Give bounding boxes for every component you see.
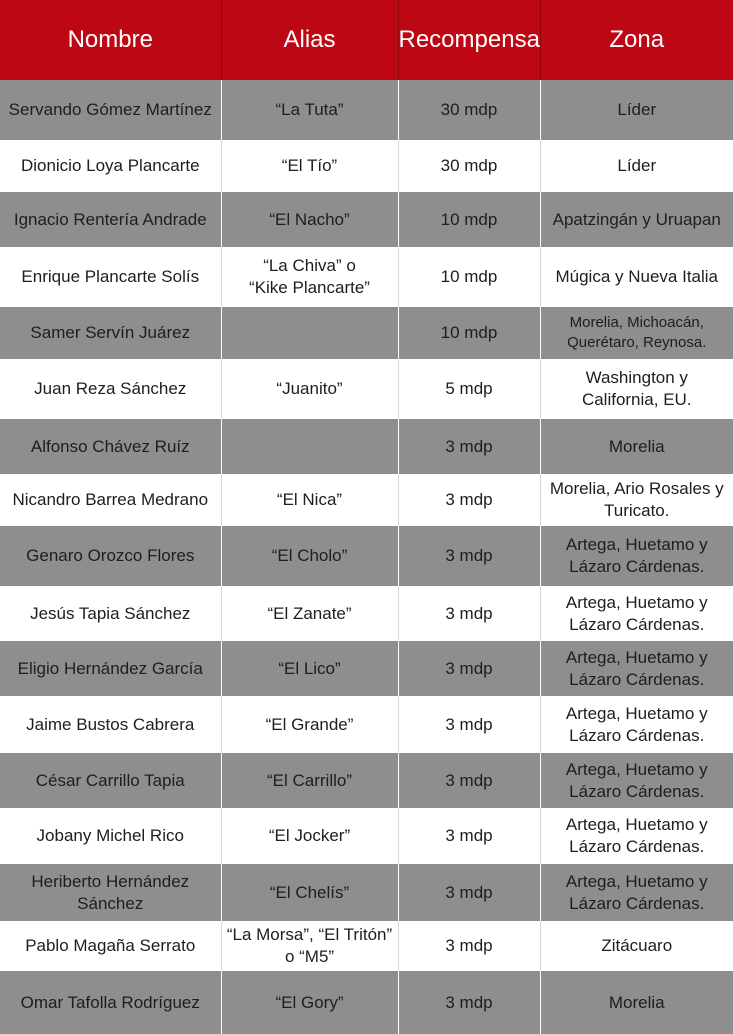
- cell-recompensa: 10 mdp: [398, 247, 540, 307]
- table-row: [0, 696, 733, 753]
- cell-nombre: Juan Reza Sánchez: [0, 359, 221, 419]
- cell-nombre: Samer Servín Juárez: [0, 307, 221, 359]
- cell-alias: “El Cholo”: [221, 526, 398, 586]
- cell-nombre: Enrique Plancarte Solís: [0, 247, 221, 307]
- cell-recompensa: 3 mdp: [398, 808, 540, 864]
- cell-alias: “El Carrillo”: [221, 753, 398, 808]
- table-body: [0, 80, 733, 1034]
- cell-zona: Zitácuaro: [540, 921, 733, 971]
- cell-zona: Artega, Huetamo y Lázaro Cárdenas.: [540, 864, 733, 921]
- cell-nombre: Dionicio Loya Plancarte: [0, 140, 221, 192]
- cell-recompensa: 3 mdp: [398, 696, 540, 753]
- cell-alias: “El Nacho”: [221, 192, 398, 247]
- cell-alias: [221, 419, 398, 474]
- table-row: [0, 80, 733, 140]
- table-row: [0, 526, 733, 586]
- cell-recompensa: 3 mdp: [398, 419, 540, 474]
- cell-zona: Morelia: [540, 419, 733, 474]
- cell-recompensa: 3 mdp: [398, 753, 540, 808]
- cell-nombre: Alfonso Chávez Ruíz: [0, 419, 221, 474]
- cell-nombre: Jaime Bustos Cabrera: [0, 696, 221, 753]
- cell-alias: [221, 307, 398, 359]
- cell-nombre: Genaro Orozco Flores: [0, 526, 221, 586]
- header-recompensa: Recompensa: [398, 0, 540, 80]
- cell-zona: Líder: [540, 140, 733, 192]
- table-row: [0, 586, 733, 641]
- cell-nombre: Pablo Magaña Serrato: [0, 921, 221, 971]
- cell-recompensa: 3 mdp: [398, 971, 540, 1034]
- cell-zona: Artega, Huetamo y Lázaro Cárdenas.: [540, 753, 733, 808]
- cell-alias: “La Morsa”, “El Tritón” o “M5”: [221, 921, 398, 971]
- cell-alias: “El Lico”: [221, 641, 398, 696]
- cell-zona: Washington y California, EU.: [540, 359, 733, 419]
- cell-alias: “El Zanate”: [221, 586, 398, 641]
- cell-nombre: Jesús Tapia Sánchez: [0, 586, 221, 641]
- cell-alias: “El Gory”: [221, 971, 398, 1034]
- cell-recompensa: 3 mdp: [398, 921, 540, 971]
- cell-nombre: Eligio Hernández García: [0, 641, 221, 696]
- cell-alias: “El Chelís”: [221, 864, 398, 921]
- cell-zona: Morelia, Ario Rosales y Turicato.: [540, 474, 733, 526]
- header-row: [0, 0, 733, 80]
- cell-alias: “La Chiva” o “Kike Plancarte”: [221, 247, 398, 307]
- cell-recompensa: 5 mdp: [398, 359, 540, 419]
- cell-zona: Artega, Huetamo y Lázaro Cárdenas.: [540, 586, 733, 641]
- table-row: [0, 808, 733, 864]
- cell-alias: “El Grande”: [221, 696, 398, 753]
- cell-recompensa: 3 mdp: [398, 641, 540, 696]
- table-row: [0, 753, 733, 808]
- cell-nombre: César Carrillo Tapia: [0, 753, 221, 808]
- header-alias: Alias: [221, 0, 398, 80]
- cell-nombre: Nicandro Barrea Medrano: [0, 474, 221, 526]
- cell-zona: Morelia, Michoacán, Querétaro, Reynosa.: [540, 307, 733, 359]
- table-row: [0, 140, 733, 192]
- cell-recompensa: 10 mdp: [398, 192, 540, 247]
- cell-zona: Artega, Huetamo y Lázaro Cárdenas.: [540, 696, 733, 753]
- cell-nombre: Servando Gómez Martínez: [0, 80, 221, 140]
- cell-nombre: Heriberto Hernández Sánchez: [0, 864, 221, 921]
- table-row: [0, 307, 733, 359]
- table-row: [0, 474, 733, 526]
- cell-zona: Apatzingán y Uruapan: [540, 192, 733, 247]
- cell-zona: Artega, Huetamo y Lázaro Cárdenas.: [540, 641, 733, 696]
- table-header: [0, 0, 733, 80]
- cell-nombre: Omar Tafolla Rodríguez: [0, 971, 221, 1034]
- cell-recompensa: 10 mdp: [398, 307, 540, 359]
- table-row: [0, 359, 733, 419]
- cell-recompensa: 30 mdp: [398, 80, 540, 140]
- cell-zona: Morelia: [540, 971, 733, 1034]
- cell-zona: Artega, Huetamo y Lázaro Cárdenas.: [540, 808, 733, 864]
- cell-recompensa: 30 mdp: [398, 140, 540, 192]
- cell-recompensa: 3 mdp: [398, 474, 540, 526]
- cell-zona: Artega, Huetamo y Lázaro Cárdenas.: [540, 526, 733, 586]
- table-row: [0, 864, 733, 921]
- cell-alias: “El Nica”: [221, 474, 398, 526]
- table-row: [0, 247, 733, 307]
- table-row: [0, 419, 733, 474]
- cell-recompensa: 3 mdp: [398, 526, 540, 586]
- cell-nombre: Ignacio Rentería Andrade: [0, 192, 221, 247]
- cell-alias: “El Jocker”: [221, 808, 398, 864]
- cell-alias: “La Tuta”: [221, 80, 398, 140]
- table-row: [0, 921, 733, 971]
- cell-recompensa: 3 mdp: [398, 586, 540, 641]
- header-zona: Zona: [540, 0, 733, 80]
- table-row: [0, 192, 733, 247]
- cell-nombre: Jobany Michel Rico: [0, 808, 221, 864]
- table-row: [0, 971, 733, 1034]
- cell-recompensa: 3 mdp: [398, 864, 540, 921]
- cell-zona: Múgica y Nueva Italia: [540, 247, 733, 307]
- cell-zona: Líder: [540, 80, 733, 140]
- cell-alias: “El Tío”: [221, 140, 398, 192]
- cell-alias: “Juanito”: [221, 359, 398, 419]
- table-row: [0, 641, 733, 696]
- header-nombre: Nombre: [0, 0, 221, 80]
